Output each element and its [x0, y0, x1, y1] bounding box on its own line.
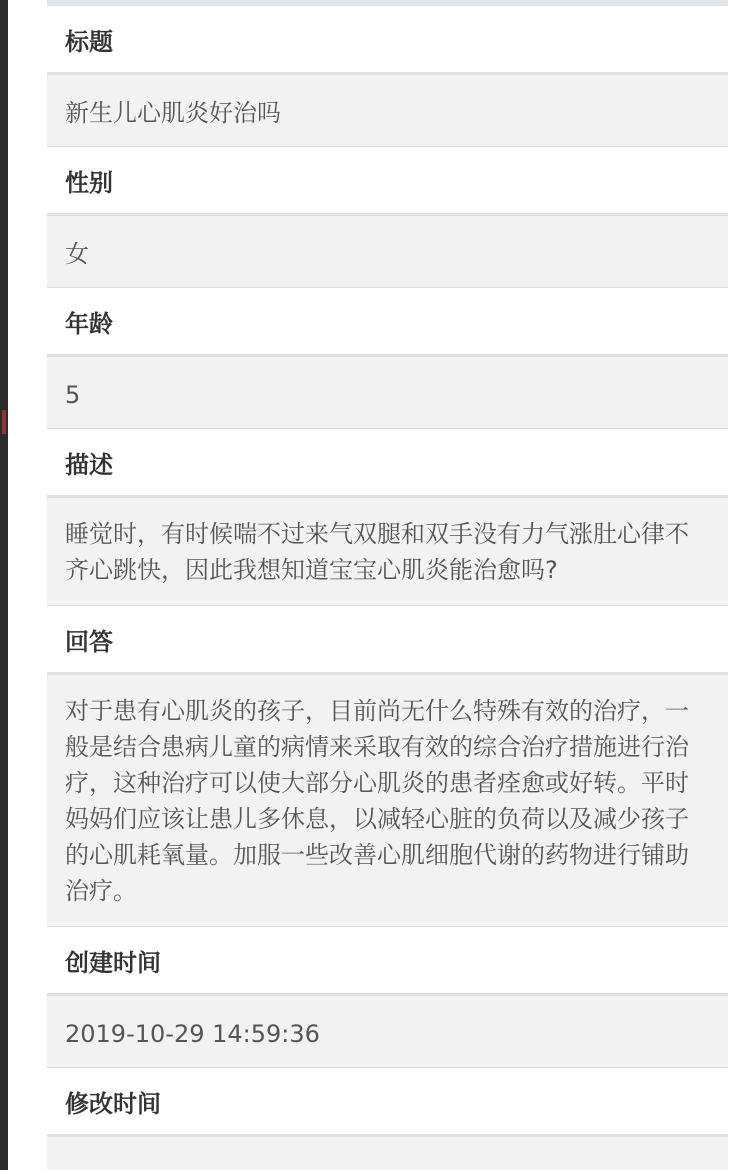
gender-value: 女: [47, 216, 728, 288]
modified-time-value: [47, 1137, 728, 1170]
answer-label: 回答: [47, 606, 728, 675]
window-edge: [0, 0, 8, 1170]
answer-value: 对于患有心肌炎的孩子，目前尚无什么特殊有效的治疗，一般是结合患病儿童的病情来采取有效的综合治疗措施进行治疗，这种治疗可以使大部分心肌炎的患者痊愈或好转。平时妈妈们应该让患儿多休息，以减轻心脏的负荷以及减少孩子的心肌耗氧量。加服一些改善心肌细胞代谢的药物进行铺助治疗。: [47, 675, 728, 927]
age-value: 5: [47, 357, 728, 429]
created-time-label: 创建时间: [47, 927, 728, 996]
description-value: 睡觉时，有时候喘不过来气双腿和双手没有力气涨肚心律不齐心跳快，因此我想知道宝宝心肌炎能治愈吗?: [47, 498, 728, 606]
created-time-value: 2019-10-29 14:59:36: [47, 996, 728, 1068]
description-label: 描述: [47, 429, 728, 498]
modified-time-label: 修改时间: [47, 1068, 728, 1137]
detail-table: [47, 0, 728, 1170]
title-value: 新生儿心肌炎好治吗: [47, 75, 728, 147]
edge-marker: [2, 410, 6, 434]
title-label: 标题: [47, 6, 728, 75]
gender-label: 性别: [47, 147, 728, 216]
age-label: 年龄: [47, 288, 728, 357]
